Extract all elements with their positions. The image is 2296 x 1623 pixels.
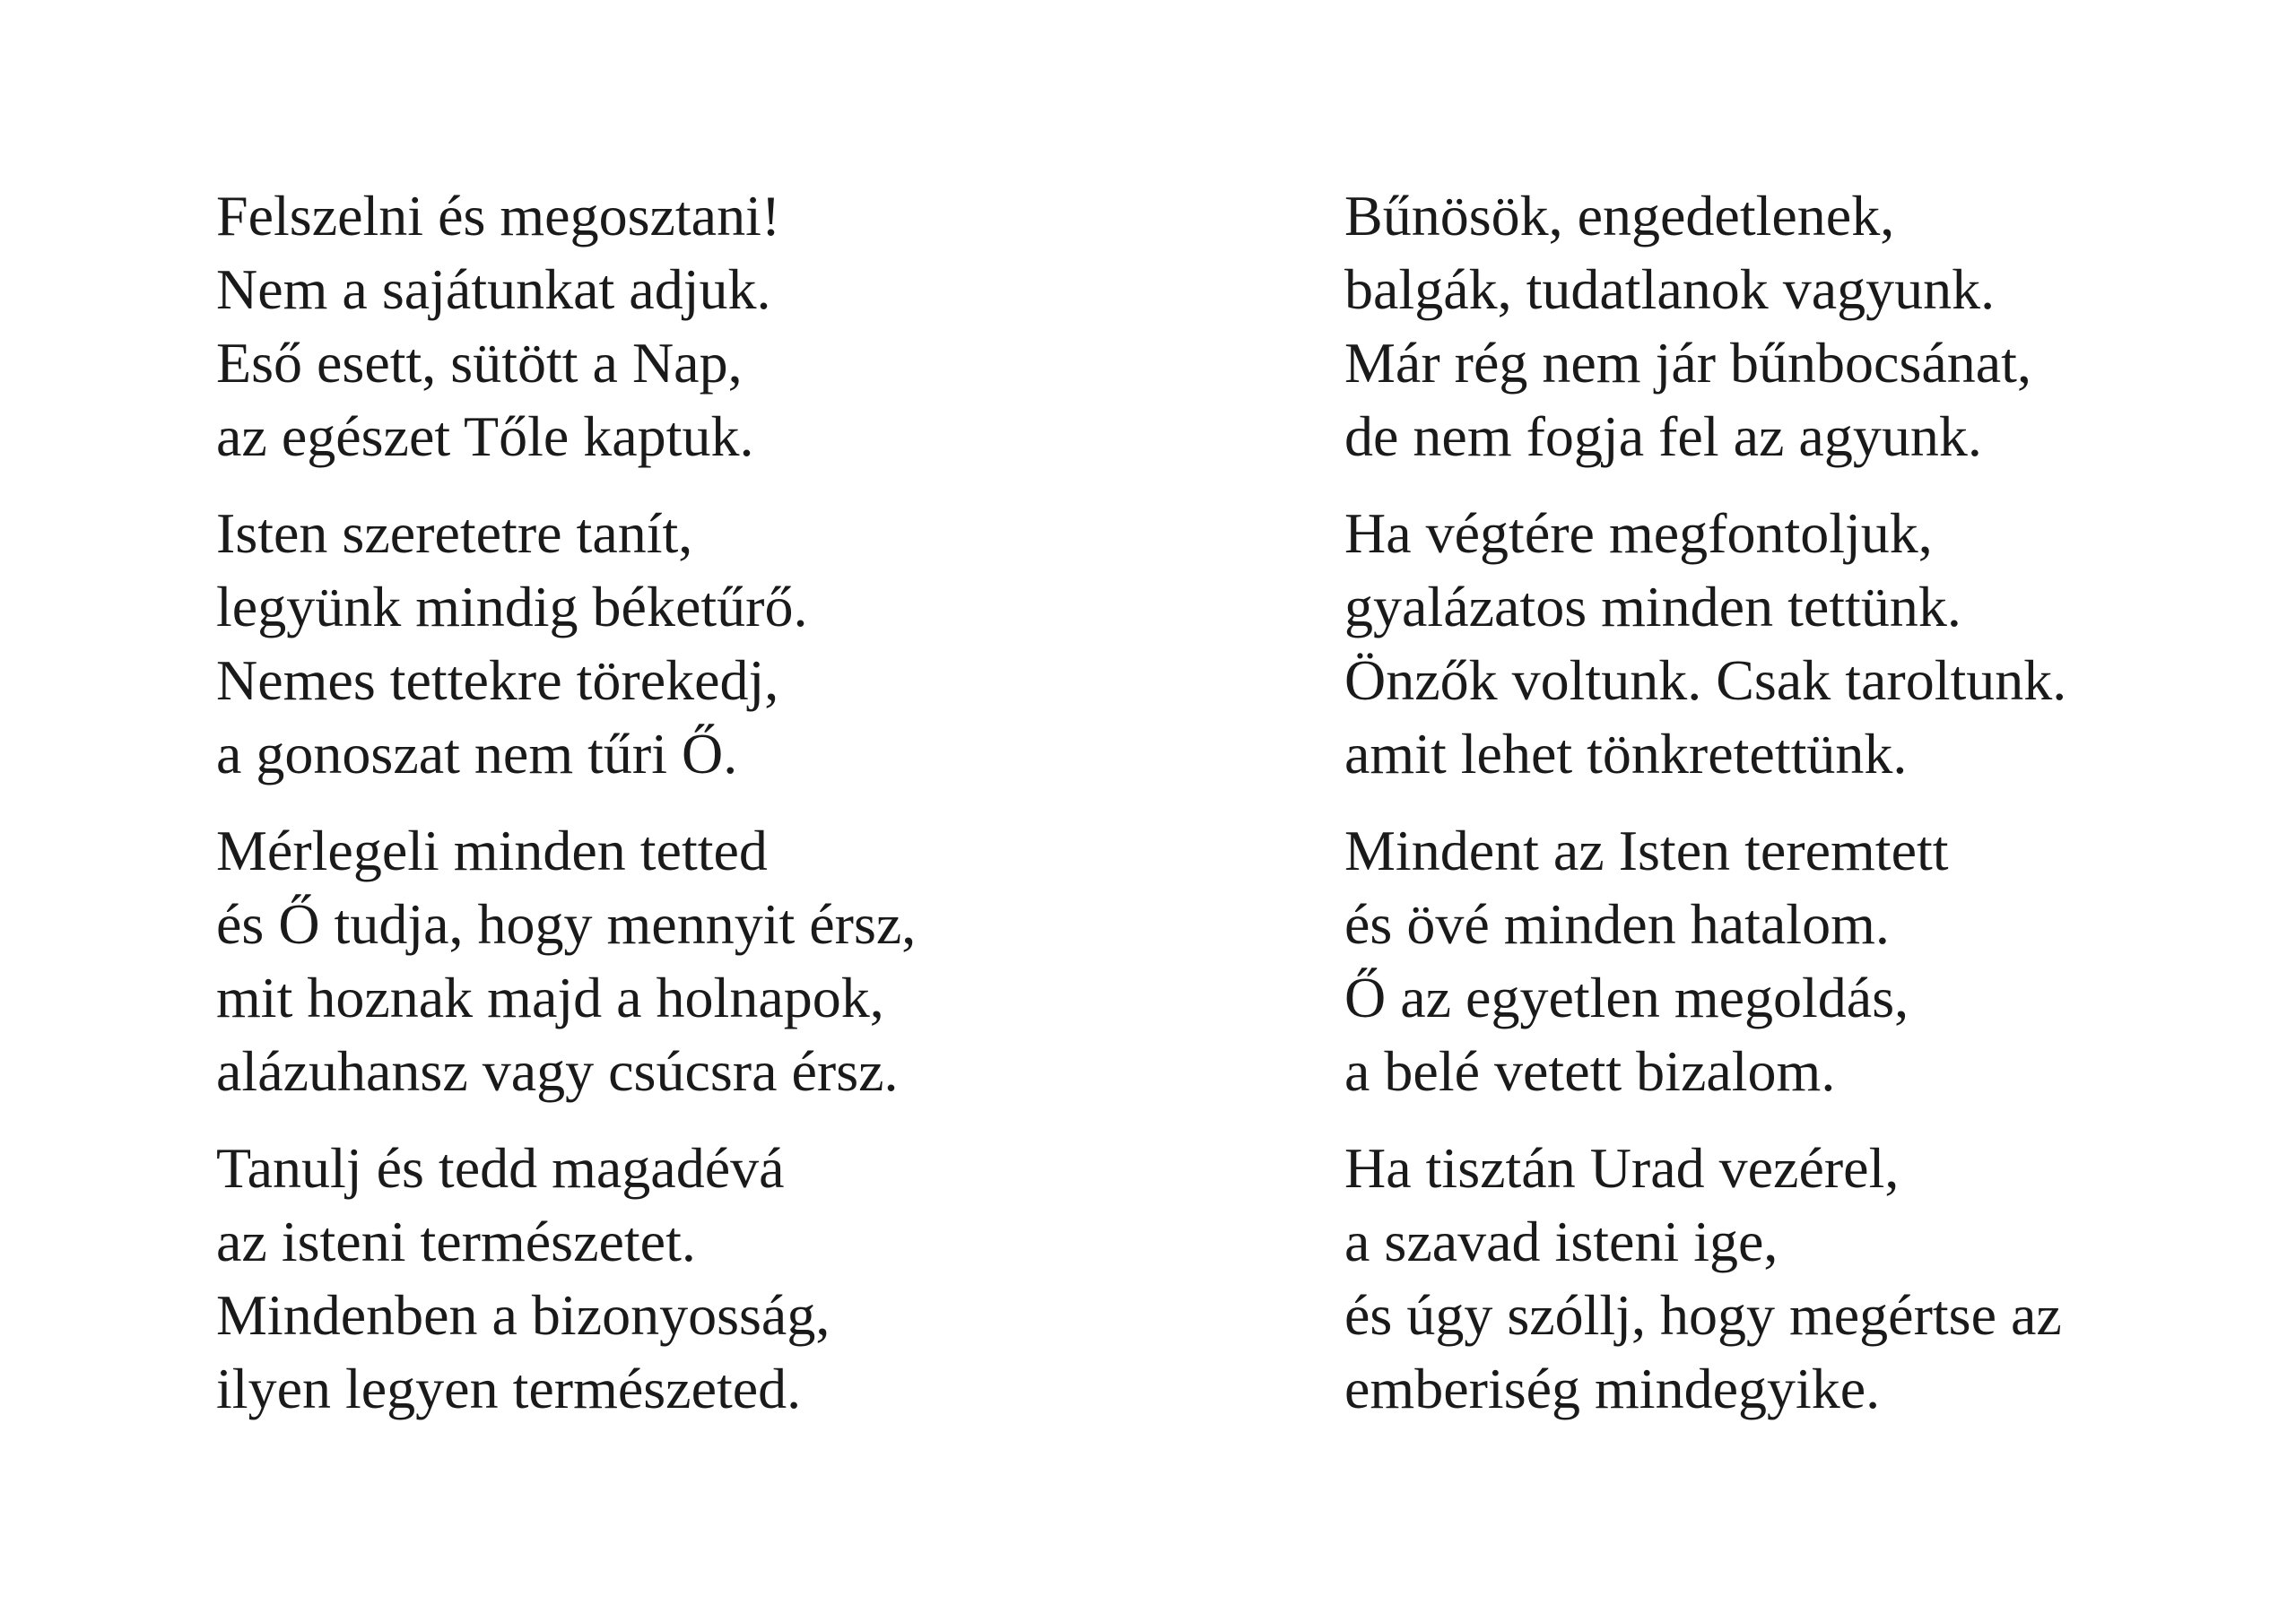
poem-line: Mindenben a bizonyosság, [216, 1283, 831, 1347]
poem-line: a belé vetett bizalom. [1344, 1039, 1836, 1103]
stanza-5 [1344, 179, 2296, 473]
poem-line: mit hoznak majd a holnapok, [216, 966, 884, 1029]
poem-column-left [216, 179, 1274, 1449]
poem-line: Nemes tettekre törekedj, [216, 648, 779, 712]
poem-line: amit lehet tönkretettünk. [1344, 722, 1908, 785]
stanza-1 [216, 179, 1274, 473]
stanza-7 [1344, 814, 2296, 1108]
poem-line: alázuhansz vagy csúcsra érsz. [216, 1039, 899, 1103]
poem-line: Nem a sajátunkat adjuk. [216, 257, 771, 321]
poem-line: Mérlegeli minden tetted [216, 819, 768, 882]
poem-line: legyünk mindig béketűrő. [216, 575, 808, 638]
poem-line: Bűnösök, engedetlenek, [1344, 184, 1895, 247]
poem-line: a gonoszat nem tűri Ő. [216, 722, 738, 785]
stanza-4 [216, 1132, 1274, 1426]
poem-line: balgák, tudatlanok vagyunk. [1344, 257, 1996, 321]
poem-line: a szavad isteni ige, [1344, 1210, 1779, 1273]
poem-line: Már rég nem jár bűnbocsánat, [1344, 331, 2031, 395]
poem-line: Ha végtére megfontoljuk, [1344, 501, 1933, 565]
stanza-6 [1344, 497, 2296, 791]
poem-line: és övé minden hatalom. [1344, 892, 1890, 956]
poem-line: Ha tisztán Urad vezérel, [1344, 1136, 1900, 1200]
poem-line: Önzők voltunk. Csak taroltunk. [1344, 648, 2067, 712]
stanza-3 [216, 814, 1274, 1108]
poem-line: és úgy szóllj, hogy megértse az [1344, 1283, 2062, 1347]
poem-column-right [1344, 179, 2296, 1449]
poem-line: és Ő tudja, hogy mennyit érsz, [216, 892, 917, 956]
poem-line: emberiség mindegyike. [1344, 1357, 1881, 1420]
stanza-8 [1344, 1132, 2296, 1426]
poem-line: Eső esett, sütött a Nap, [216, 331, 743, 395]
stanza-2 [216, 497, 1274, 791]
poem-line: Tanulj és tedd magadévá [216, 1136, 785, 1200]
poem-line: Ő az egyetlen megoldás, [1344, 966, 1909, 1029]
poem-line: Mindent az Isten teremtett [1344, 819, 1949, 882]
poem-line: de nem fogja fel az agyunk. [1344, 404, 1982, 468]
poem-line: ilyen legyen természeted. [216, 1357, 802, 1420]
poem-line: az egészet Tőle kaptuk. [216, 404, 754, 468]
poem-line: gyalázatos minden tettünk. [1344, 575, 1961, 638]
poem-line: Felszelni és megosztani! [216, 184, 781, 247]
poem-line: Isten szeretetre tanít, [216, 501, 693, 565]
poem-line: az isteni természetet. [216, 1210, 696, 1273]
